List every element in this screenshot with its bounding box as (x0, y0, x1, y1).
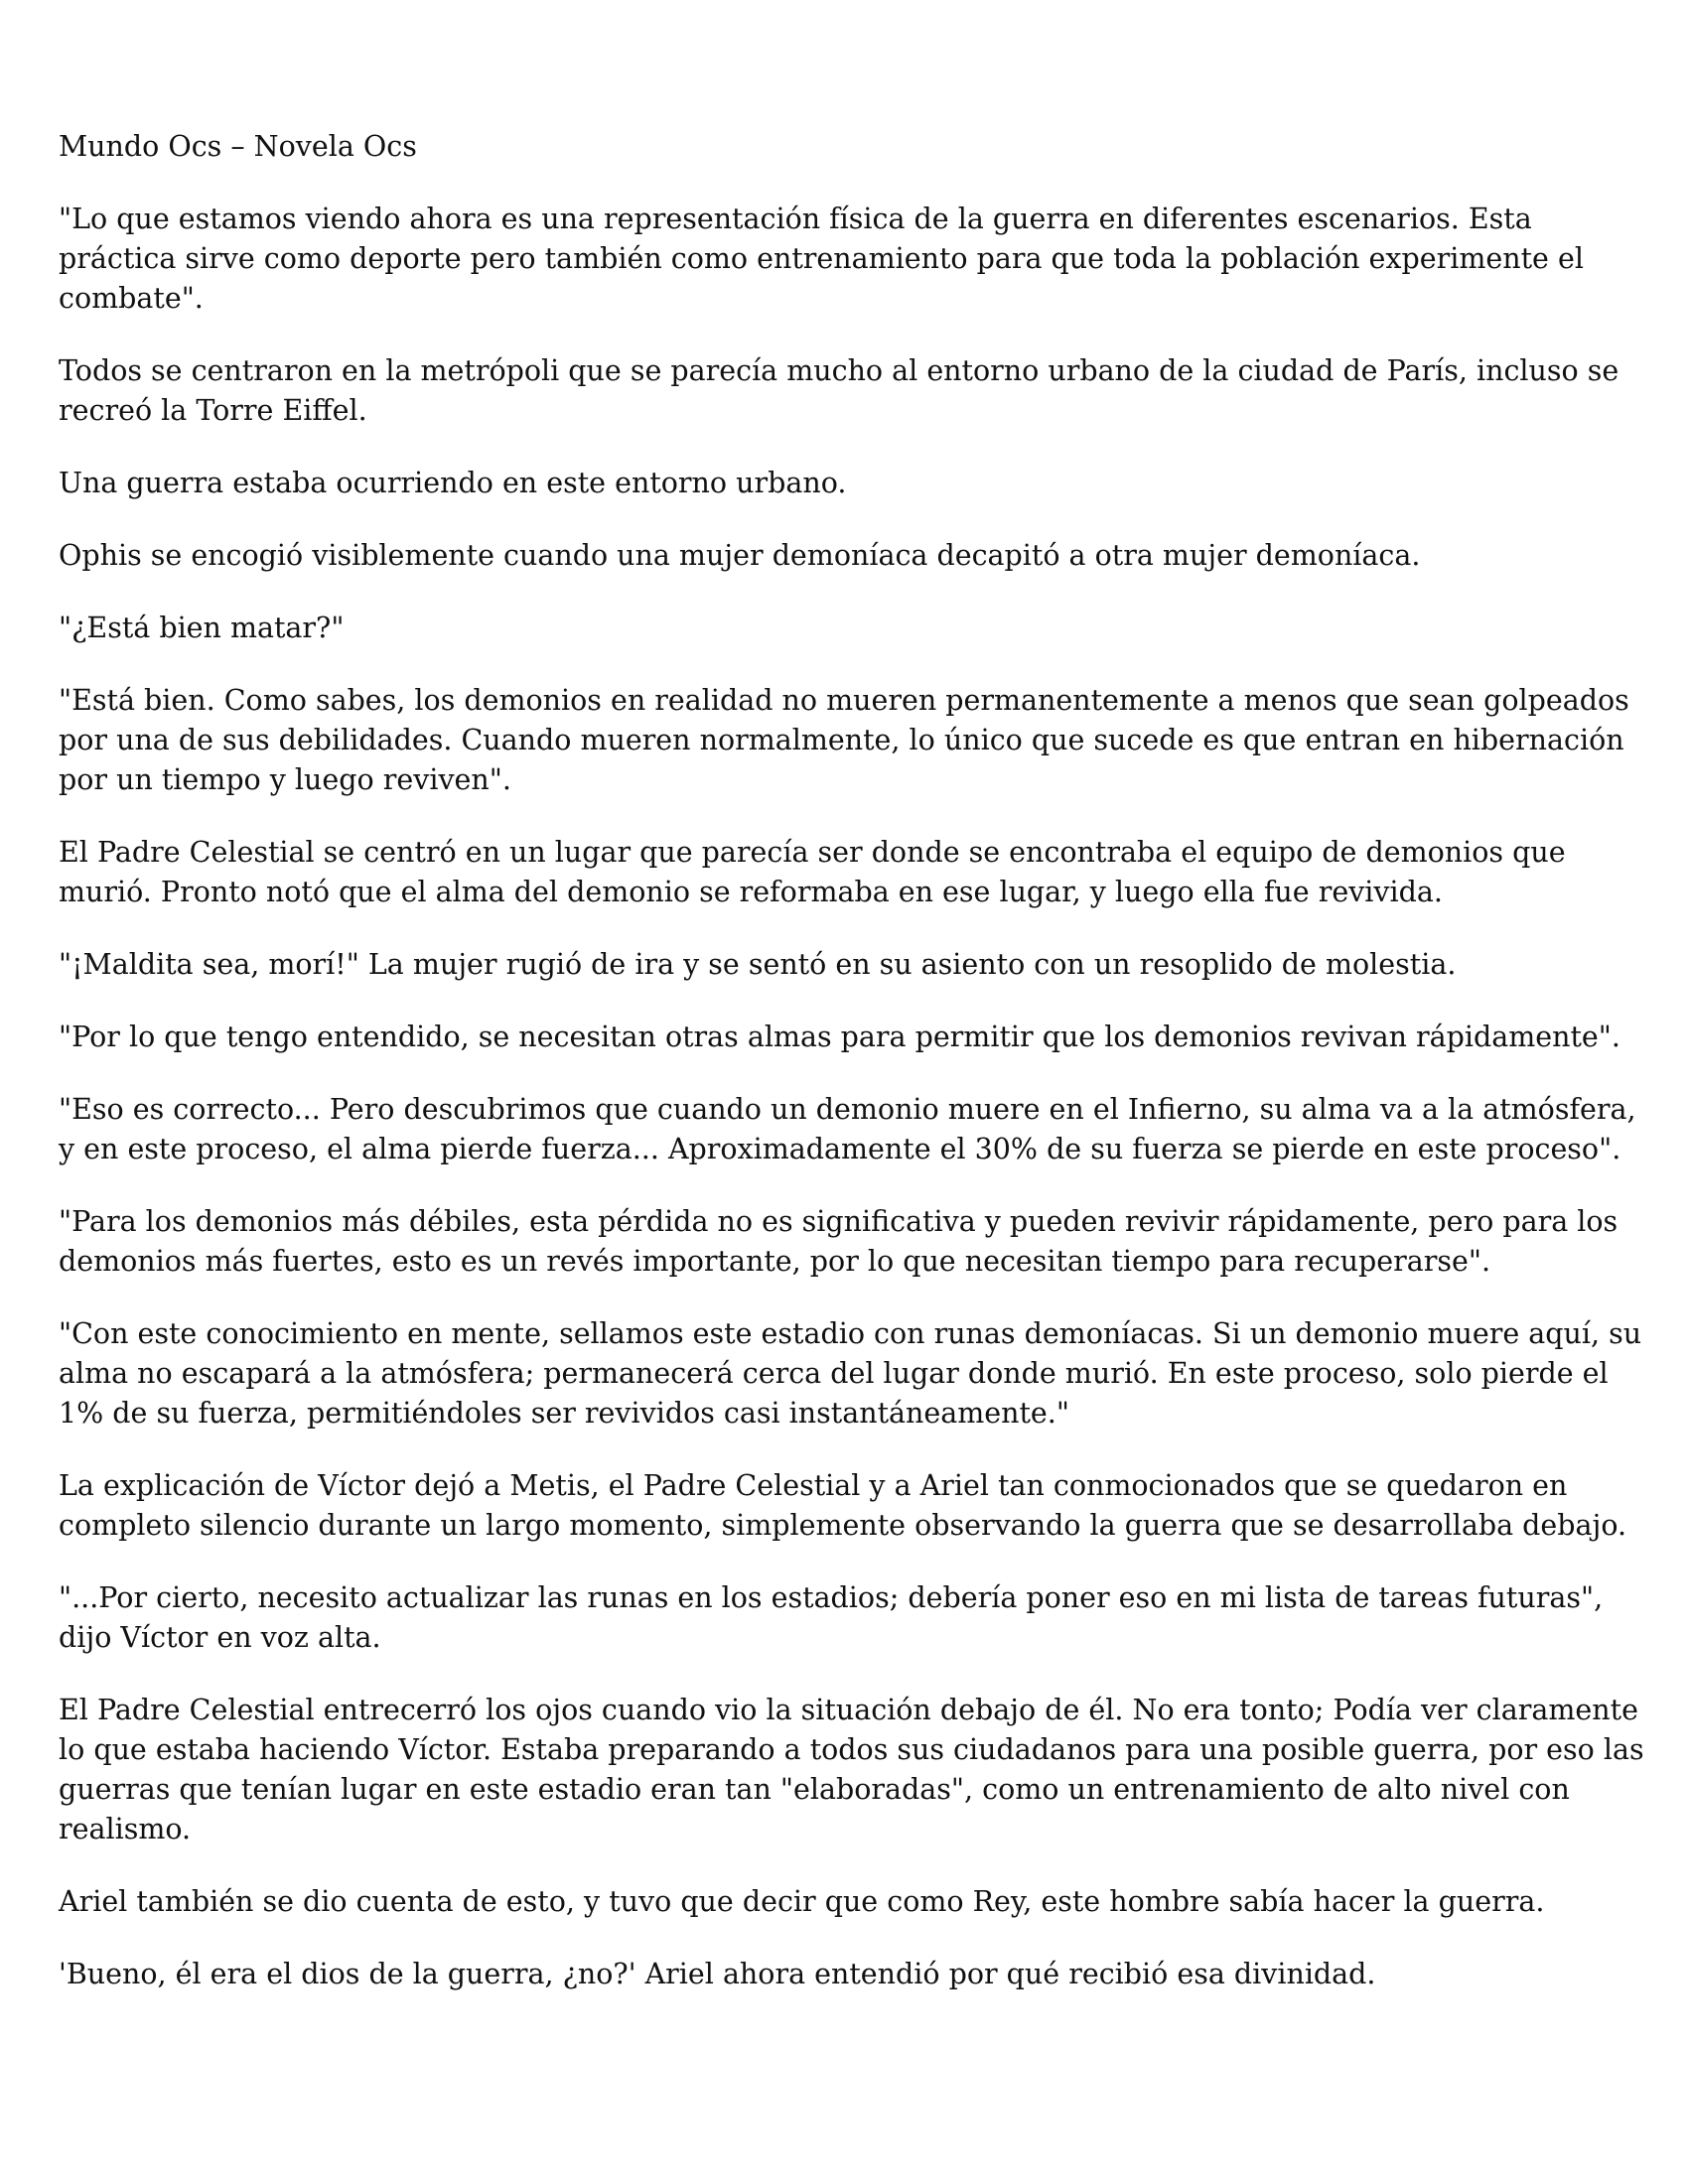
paragraph-10: "Eso es correcto... Pero descubrimos que cuando un demonio muere en el Infierno, su alma va a la atmósfera, y en este proceso, el alma pierde fuerza... Aproximadamente el 30% de su fuerza se pierde en este proceso". (59, 1093, 1636, 1165)
document-header: Mundo Ocs – Novela Ocs (59, 130, 417, 163)
paragraph-16: Ariel también se dio cuenta de esto, y tuvo que decir que como Rey, este hombre sabía hacer la guerra. (59, 1885, 1545, 1918)
paragraph-15: El Padre Celestial entrecerró los ojos cuando vio la situación debajo de él. No era tonto; Podía ver claramente lo que estaba haciendo Víctor. Estaba preparando a todos sus ciudadanos para una posible guerra, por eso las guerras que tenían lugar en este estadio eran tan "elaboradas", como un entrenamiento de alto nivel con realismo. (59, 1694, 1644, 1845)
paragraph-9: "Por lo que tengo entendido, se necesitan otras almas para permitir que los demonios revivan rápidamente". (59, 1021, 1620, 1053)
paragraph-13: La explicación de Víctor dejó a Metis, el Padre Celestial y a Ariel tan conmocionados que se quedaron en completo silencio durante un largo momento, simplemente observando la guerra que se desarrollaba debajo. (59, 1469, 1627, 1542)
paragraph-5: "¿Está bien matar?" (59, 612, 345, 644)
paragraph-17: 'Bueno, él era el dios de la guerra, ¿no?' Ariel ahora entendió por qué recibió esa divinidad. (59, 1958, 1376, 1990)
paragraph-12: "Con este conocimiento en mente, sellamos este estadio con runas demoníacas. Si un demonio muere aquí, su alma no escapará a la atmósfera; permanecerá cerca del lugar donde murió. En este proceso, solo pierde el 1% de su fuerza, permitiéndoles ser revividos casi instantáneamente." (59, 1317, 1642, 1430)
paragraph-3: Una guerra estaba ocurriendo en este entorno urbano. (59, 467, 847, 499)
paragraph-8: "¡Maldita sea, morí!" La mujer rugió de ira y se sentó en su asiento con un resoplido de molestia. (59, 948, 1457, 981)
paragraph-7: El Padre Celestial se centró en un lugar que parecía ser donde se encontraba el equipo de demonios que murió. Pronto notó que el alma del demonio se reformaba en ese lugar, y luego ella fue revivida. (59, 836, 1566, 908)
document-page (59, 127, 1647, 2027)
paragraph-14: "...Por cierto, necesito actualizar las runas en los estadios; debería poner eso en mi lista de tareas futuras", dijo Víctor en voz alta. (59, 1581, 1604, 1654)
paragraph-6: "Está bien. Como sabes, los demonios en realidad no mueren permanentemente a menos que sean golpeados por una de sus debilidades. Cuando mueren normalmente, lo único que sucede es que entran en hibernación por un tiempo y luego reviven". (59, 684, 1629, 796)
paragraph-11: "Para los demonios más débiles, esta pérdida no es significativa y pueden revivir rápidamente, pero para los demonios más fuertes, esto es un revés importante, por lo que necesitan tiempo para recuperarse". (59, 1205, 1618, 1278)
paragraph-4: Ophis se encogió visiblemente cuando una mujer demoníaca decapitó a otra mujer demoníaca. (59, 539, 1421, 572)
paragraph-1: "Lo que estamos viendo ahora es una representación física de la guerra en diferentes escenarios. Esta práctica sirve como deporte pero también como entrenamiento para que toda la población experimente el combate". (59, 203, 1584, 315)
paragraph-2: Todos se centraron en la metrópoli que se parecía mucho al entorno urbano de la ciudad de París, incluso se recreó la Torre Eiffel. (59, 354, 1619, 427)
